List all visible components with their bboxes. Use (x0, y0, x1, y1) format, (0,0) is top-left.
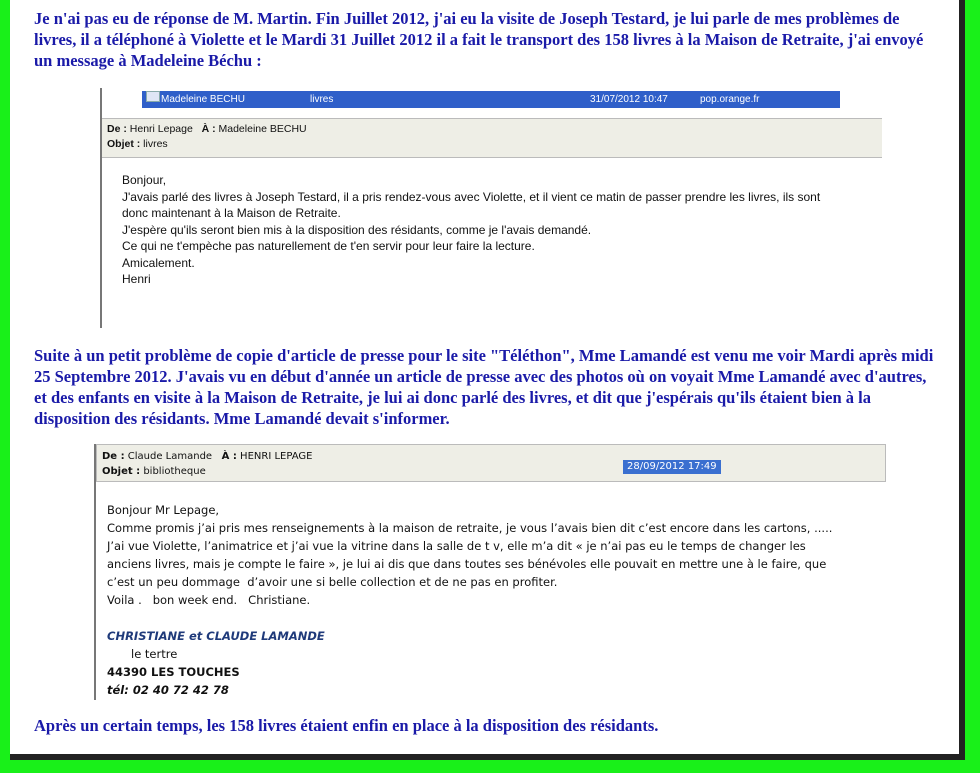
list-subject: livres (310, 94, 334, 105)
email-madeleine (100, 88, 882, 328)
body-line: Comme promis j’ai pris mes renseignements à la maison de retraite, je vous l’avais bien dit c’est encore dans les cartons, ..... (107, 521, 833, 535)
from-value: Henri Lepage (129, 123, 193, 135)
date-badge: 28/09/2012 17:49 (623, 460, 721, 474)
from-value: Claude Lamande (127, 451, 213, 462)
subject-label: Objet : (107, 138, 141, 150)
body-line: J’ai vue Violette, l’animatrice et j’ai vue la vitrine dans la salle de t v, elle m’a dit « je n’ai pas eu le temps de changer les (107, 539, 806, 553)
to-value: HENRI LEPAGE (240, 451, 313, 462)
subject-value: livres (143, 138, 168, 150)
body-line: Voila . bon week end. Christiane. (107, 593, 311, 607)
divider (94, 444, 96, 700)
list-date: 31/07/2012 10:47 (590, 94, 668, 105)
intro-paragraph: Je n'ai pas eu de réponse de M. Martin. Fin Juillet 2012, j'ai eu la visite de Joseph Testard, je lui parle de mes problèmes de livres, il a téléphoné à Violette et le Mardi 31 Juillet 2012 il a fait le transport des 158 livres à la Maison de Retraite, j'ai envoyé un message à Madeleine Béchu : (34, 9, 924, 70)
email-lamande (94, 444, 888, 700)
signature (107, 627, 325, 699)
body-line: Ce qui ne t'empèche pas naturellement de t'en servir pour leur faire la lecture. (122, 239, 535, 253)
middle-paragraph: Suite à un petit problème de copie d'article de presse pour le site "Téléthon", Mme Lamandé est venu me voir Mardi après midi 25 Septembre 2012. J'avais vu en début d'année un article de presse avec des photos où on voyait Mme Lamandé avec d'autres, et des enfants en visite à la Maison de Retraite, je lui ai donc parlé des livres, et dit que j'espérais qu'ils étaient bien à la disposition des résidants. Mme Lamandé devait s'informer. (34, 346, 934, 428)
body-line: Amicalement. (122, 255, 195, 270)
subject-label: Objet : (102, 466, 141, 477)
list-account: pop.orange.fr (700, 94, 760, 105)
body-line: Henri (122, 272, 151, 286)
inbox-list-row[interactable] (142, 91, 840, 108)
signature-address-town: 44390 LES TOUCHES (107, 665, 240, 679)
list-sender: Madeleine BECHU (161, 94, 245, 105)
page (10, 0, 965, 760)
body-line: donc maintenant à la Maison de Retraite. (122, 206, 341, 220)
body-line: anciens livres, mais je compte le faire », je lui ai dis que dans toutes ses bénévoles elle pouvait en mettre une à le faire, que (107, 557, 827, 571)
to-label: À : (201, 123, 216, 135)
from-label: De : (107, 123, 127, 135)
body-line: c’est un peu dommage d’avoir une si belle collection et de ne pas en profiter. (107, 575, 558, 589)
signature-name: CHRISTIANE et CLAUDE LAMANDE (107, 629, 325, 643)
to-label: À : (221, 451, 237, 462)
email-body (107, 501, 887, 609)
body-line: Bonjour, (122, 173, 167, 187)
signature-phone: tél: 02 40 72 42 78 (107, 683, 229, 697)
envelope-icon (146, 91, 160, 102)
email-body (122, 172, 882, 288)
from-label: De : (102, 451, 125, 462)
email-header (102, 118, 882, 158)
to-value: Madeleine BECHU (218, 123, 307, 135)
signature-address-line: le tertre (131, 647, 178, 661)
body-line: J'avais parlé des livres à Joseph Testard, il a pris rendez-vous avec Violette, et il vient ce matin de passer prendre les livres, ils sont (122, 189, 821, 204)
closing-paragraph: Après un certain temps, les 158 livres étaient enfin en place à la disposition des résidants. (34, 716, 659, 735)
subject-value: bibliotheque (143, 466, 206, 477)
body-line: Bonjour Mr Lepage, (107, 503, 220, 517)
body-line: J'espère qu'ils seront bien mis à la disposition des résidants, comme je l'avais demandé. (122, 222, 592, 237)
email-header (96, 444, 886, 482)
